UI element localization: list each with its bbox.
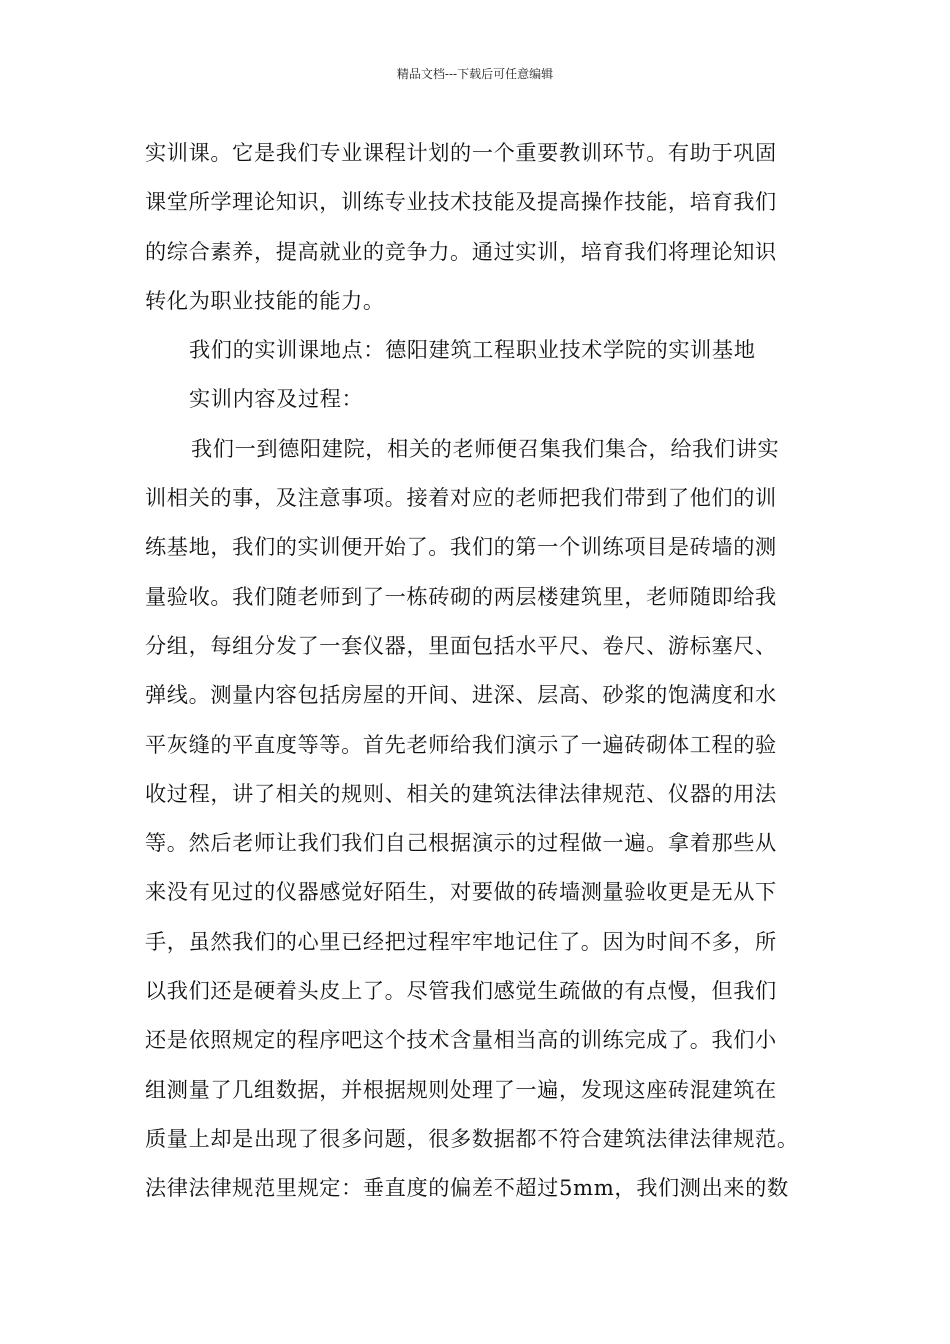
text-line: 以我们还是硬着头皮上了。尽管我们感觉生疏做的有点慢，但我们	[145, 978, 777, 1004]
text-line: 法律法律规范里规定：垂直度的偏差不超过5mm，我们测出来的数	[145, 1175, 789, 1201]
text-line-location: 我们的实训课地点：德阳建筑工程职业技术学院的实训基地	[189, 337, 756, 363]
text-line: 量验收。我们随老师到了一栋砖砌的两层楼建筑里，老师随即给我	[145, 583, 777, 609]
text-line: 收过程，讲了相关的规则、相关的建筑法律法律规范、仪器的用法	[145, 780, 777, 806]
text-line: 实训课。它是我们专业课程计划的一个重要教训环节。有助于巩固	[145, 140, 777, 165]
text-line: 分组，每组分发了一套仪器，里面包括水平尺、卷尺、游标塞尺、	[145, 632, 777, 658]
text-line: 组测量了几组数据，并根据规则处理了一遍，发现这座砖混建筑在	[145, 1076, 777, 1102]
body-text	[145, 128, 825, 1213]
text-line: 等。然后老师让我们我们自己根据演示的过程做一遍。拿着那些从	[145, 830, 777, 856]
text-line: 的综合素养，提高就业的竞争力。通过实训，培育我们将理论知识	[145, 238, 777, 264]
text-line: 平灰缝的平直度等等。首先老师给我们演示了一遍砖砌体工程的验	[145, 731, 777, 757]
text-line: 质量上却是出现了很多问题，很多数据都不符合建筑法律法律规范。	[145, 1125, 799, 1151]
text-line: 练基地，我们的实训便开始了。我们的第一个训练项目是砖墙的测	[145, 534, 777, 560]
text-line: 弹线。测量内容包括房屋的开间、进深、层高、砂浆的饱满度和水	[145, 682, 777, 708]
text-line-heading: 实训内容及过程：	[189, 386, 364, 412]
text-line: 还是依照规定的程序吧这个技术含量相当高的训练完成了。我们小	[145, 1027, 777, 1053]
text-line: 来没有见过的仪器感觉好陌生，对要做的砖墙测量验收更是无从下	[145, 879, 777, 905]
text-line: 转化为职业技能的能力。	[145, 287, 385, 313]
page-header: 精品文档---下载后可任意编辑	[396, 67, 554, 81]
text-line: 我们一到德阳建院，相关的老师便召集我们集合，给我们讲实	[191, 435, 780, 461]
text-line: 课堂所学理论知识，训练专业技术技能及提高操作技能，培育我们	[145, 189, 777, 215]
text-line: 训相关的事，及注意事项。接着对应的老师把我们带到了他们的训	[145, 485, 777, 511]
text-line: 手，虽然我们的心里已经把过程牢牢地记住了。因为时间不多，所	[145, 928, 777, 954]
